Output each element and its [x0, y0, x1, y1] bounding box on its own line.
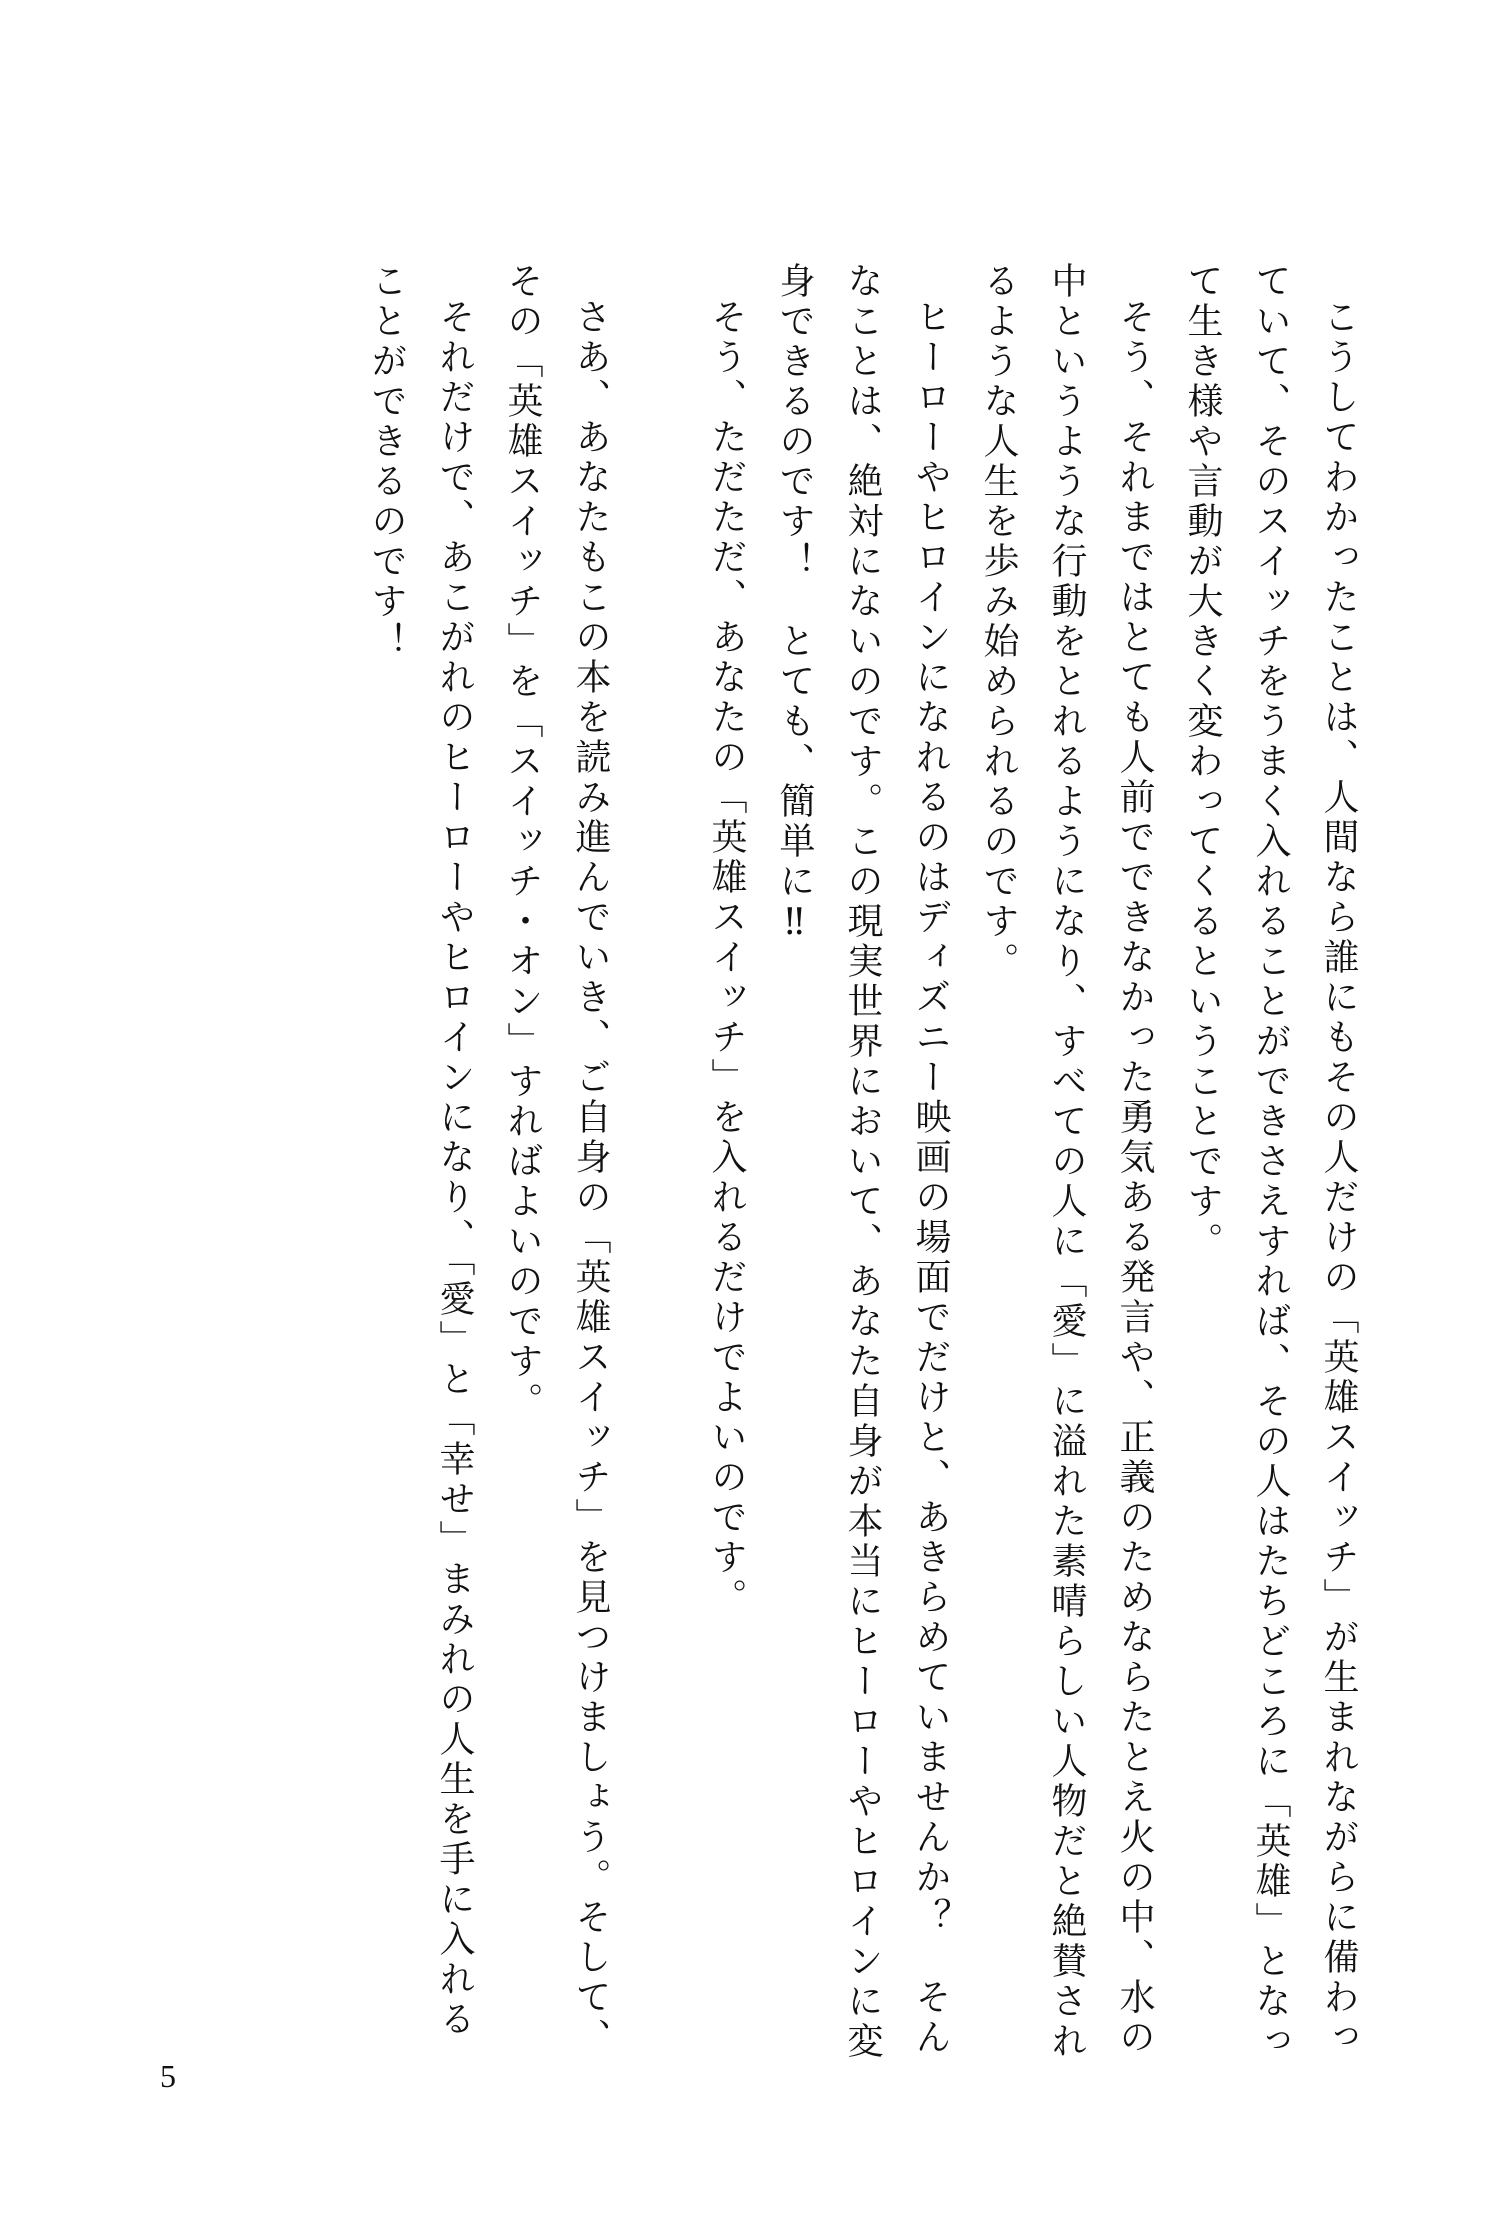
paragraph-3: ヒーローやヒロインになれるのはディズニー映画の場面でだけと、あきらめていませんか？ そんなことは、絶対にないのです。この現実世界において、あなた自身が本当にヒーローやヒロインに変身できるのです！ とても、簡単に‼: [774, 262, 951, 2062]
paragraph-spacer: [624, 262, 692, 2062]
paragraph-1: こうしてわかったことは、人間なら誰にもその人だけの「英雄スイッチ」が生まれながらに備わっていて、そのスイッチをうまく入れることができさえすれば、その人はたちどころに「英雄」となって生き様や言動が大きく変わってくるということです。: [1182, 262, 1359, 2062]
paragraph-5: さあ、あなたもこの本を読み進んでいき、ご自身の「英雄スイッチ」を見つけましょう。そして、その「英雄スイッチ」を「スイッチ・オン」すればよいのです。: [502, 262, 611, 2058]
paragraph-6: それだけで、あこがれのヒーローやヒロインになり、「愛」と「幸せ」まみれの人生を手に入れることができるのです！: [366, 262, 475, 2040]
paragraph-2: そう、それまではとても人前でできなかった勇気ある発言や、正義のためならたとえ火の中、水の中というような行動をとれるようになり、すべての人に「愛」に溢れた素晴らしい人物だと絶賛されるような人生を歩み始められるのです。: [978, 262, 1155, 2062]
paragraph-4: そう、ただただ、あなたの「英雄スイッチ」を入れるだけでよいのです。: [706, 298, 747, 1618]
body-text: [142, 262, 1372, 2062]
page-number: 5: [160, 2058, 176, 2094]
